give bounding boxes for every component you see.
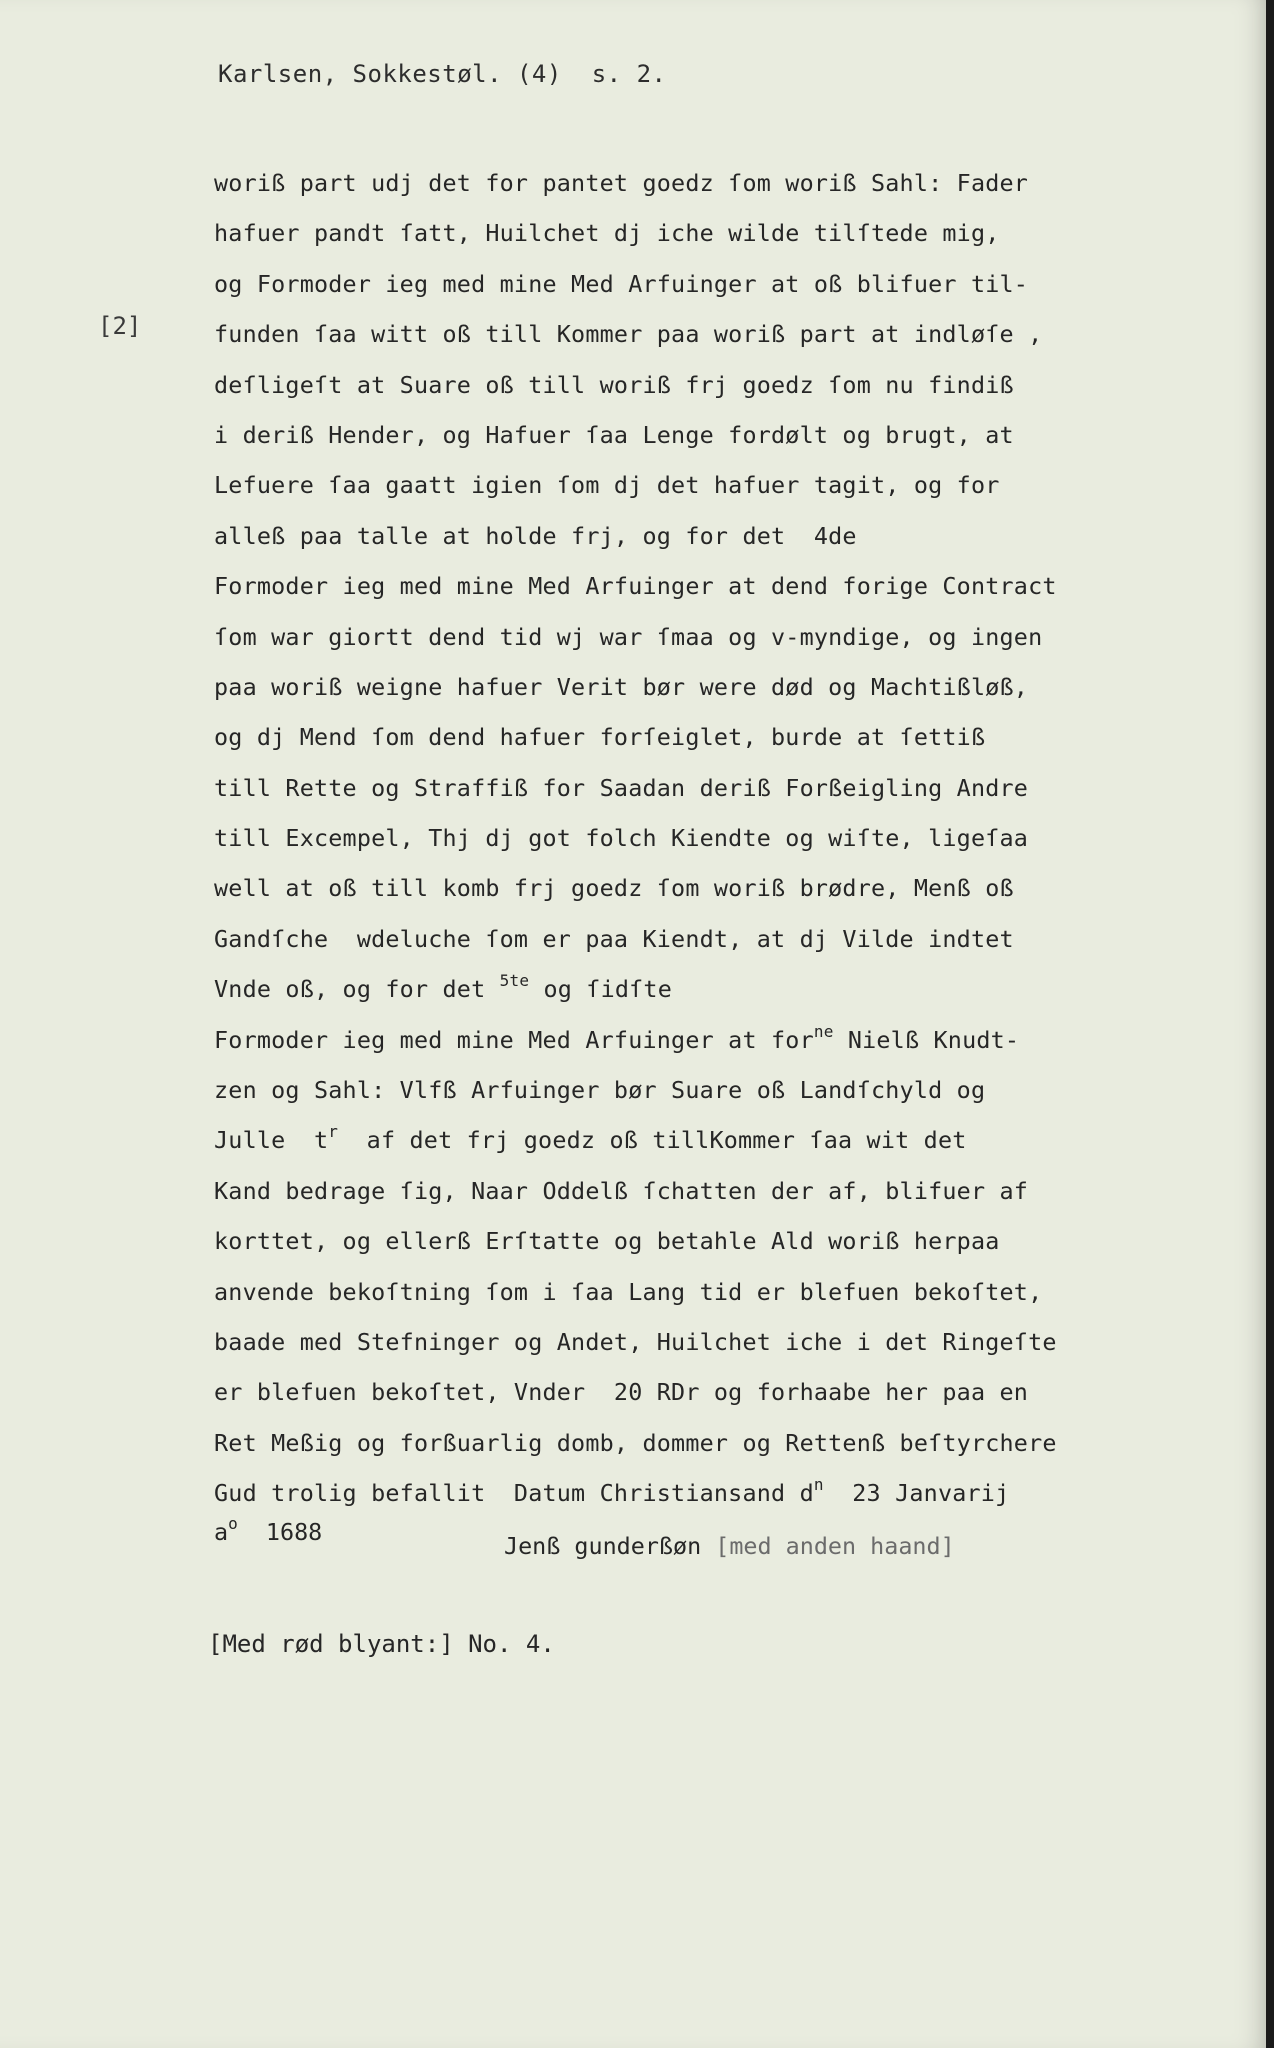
- text-line: anvende bekoſtning ſom i ſaa Lang tid er blefuen bekoſtet,: [214, 1277, 1043, 1306]
- text-line: er blefuen bekoſtet, Vnder 20 RDr og forhaabe her paa en: [214, 1378, 1029, 1407]
- text-segment: 23 Janvarij: [823, 1479, 1010, 1508]
- superscript: 5te: [499, 971, 530, 991]
- signature-note: [med anden haand]: [715, 1532, 955, 1560]
- text-line: till Excempel, Thj dj got folch Kiendte og wiſte, ligeſaa: [214, 824, 1029, 853]
- margin-page-number: [2]: [98, 312, 142, 340]
- text-line: woriß part udj det for pantet goedz ſom woriß Sahl: Fader: [214, 169, 1029, 197]
- superscript: n: [813, 1474, 824, 1494]
- text-line-with-superscript: [214, 1468, 1234, 1518]
- text-segment: Julle t: [214, 1126, 329, 1155]
- text-line: zen og Sahl: Vlfß Arfuinger bør Suare oß Landſchyld og: [214, 1076, 986, 1105]
- signature-date: [214, 1513, 323, 1546]
- date-year: 1688: [237, 1518, 323, 1546]
- text-line: og Formoder ieg med mine Med Arfuinger at oß blifuer til-: [214, 269, 1029, 298]
- text-line: hafuer pandt ſatt, Huilchet dj iche wilde tilſtede mig,: [214, 219, 1000, 248]
- text-line: funden ſaa witt oß till Kommer paa woriß part at indløſe ,: [214, 320, 1043, 349]
- text-line: well at oß till komb frj goedz ſom woriß brødre, Menß oß: [214, 874, 1014, 903]
- text-line: Formoder ieg med mine Med Arfuinger at dend forige Contract: [214, 572, 1057, 601]
- text-line-with-superscript: [214, 1015, 1234, 1065]
- signature-name: [504, 1532, 955, 1560]
- superscript: o: [228, 1513, 238, 1533]
- text-line: i deriß Hender, og Hafuer ſaa Lenge fordølt og brugt, at: [214, 420, 1014, 449]
- text-line: Ret Meßig og forßuarlig domb, dommer og Rettenß beſtyrchere: [214, 1428, 1057, 1457]
- text-segment: og ſidſte: [529, 975, 672, 1004]
- text-segment: Formoder ieg med mine Med Arfuinger at for: [214, 1025, 814, 1054]
- text-line: Kand bedrage ſig, Naar Oddelß ſchatten der af, blifuer af: [214, 1176, 1029, 1205]
- text-line: till Rette og Straffiß for Saadan deriß Forßeigling Andre: [214, 773, 1029, 802]
- page-header: Karlsen, Sokkestøl. (4) s. 2.: [218, 60, 667, 88]
- date-prefix: a: [214, 1518, 229, 1546]
- signature-row: [214, 1513, 1234, 1630]
- text-segment: Nielß Knudt-: [833, 1025, 1020, 1054]
- superscript: r: [328, 1122, 339, 1142]
- text-segment: af det frj goedz oß tillKommer ſaa wit det: [338, 1126, 967, 1155]
- text-line: Lefuere ſaa gaatt igien ſom dj det hafuer tagit, og for: [214, 471, 1000, 500]
- transcription-body: [214, 158, 1234, 1519]
- text-line: deſligeſt at Suare oß till woriß frj goedz ſom nu findiß: [214, 370, 1014, 399]
- text-line-with-superscript: [214, 964, 1234, 1014]
- text-segment: Gud trolig befallit Datum Christiansand d: [214, 1479, 814, 1508]
- text-line: ſom war giortt dend tid wj war ſmaa og v-myndige, og ingen: [214, 622, 1043, 651]
- text-line-with-superscript: [214, 1115, 1234, 1165]
- text-line: baade med Stefninger og Andet, Huilchet iche i det Ringeſte: [214, 1327, 1057, 1356]
- text-line: Gandſche wdeluche ſom er paa Kiendt, at dj Vilde indtet: [214, 924, 1014, 953]
- text-line: og dj Mend ſom dend hafuer forſeiglet, burde at ſettiß: [214, 723, 986, 752]
- text-line: alleß paa talle at holde frj, og for det 4de: [214, 521, 857, 550]
- signer-name: Jenß gunderßøn: [504, 1532, 716, 1560]
- text-line: korttet, og ellerß Erſtatte og betahle Ald woriß herpaa: [214, 1227, 1000, 1256]
- footer-note: [Med rød blyant:] No. 4.: [208, 1630, 555, 1658]
- superscript: ne: [813, 1021, 834, 1041]
- text-line: paa woriß weigne hafuer Verit bør were død og Machtißløß,: [214, 672, 1029, 701]
- text-segment: Vnde oß, og for det: [214, 975, 500, 1004]
